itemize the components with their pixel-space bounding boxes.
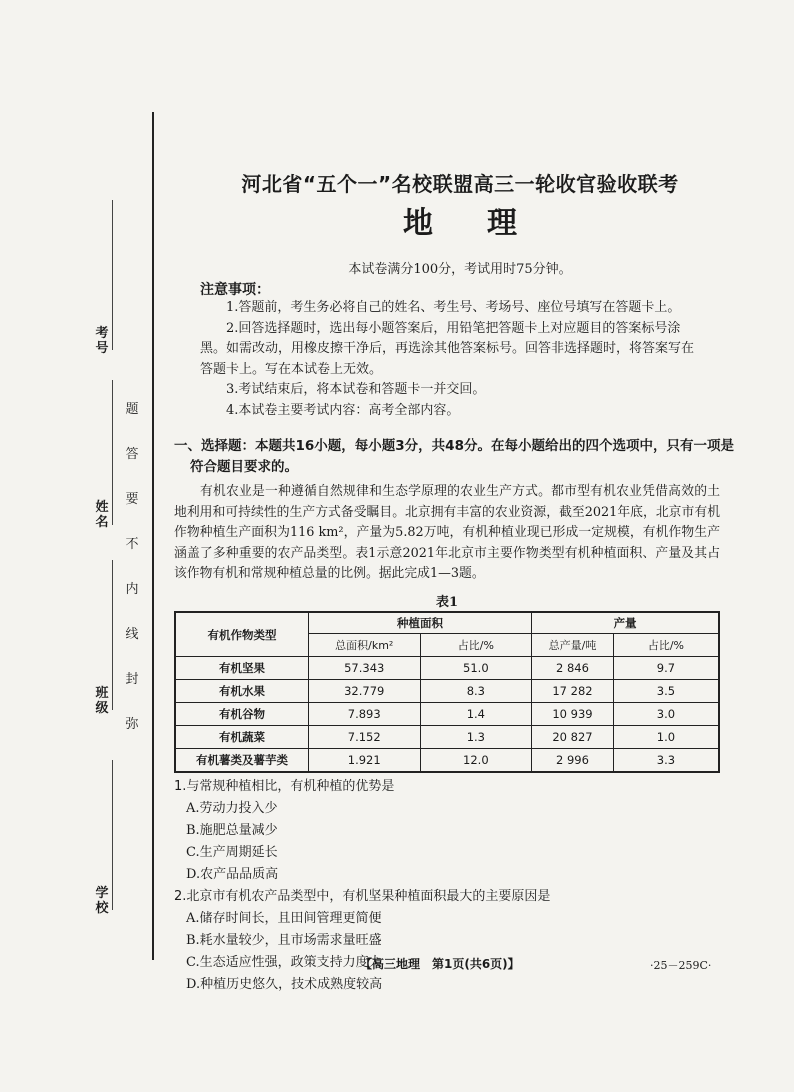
- class-label: 班级: [95, 686, 109, 716]
- header-yield-pct: 占比/%: [613, 634, 719, 657]
- option-d: D.农产品品质高: [186, 867, 279, 882]
- notice-heading: 注意事项：: [200, 282, 270, 298]
- notice-item: 4.本试卷主要考试内容：高考全部内容。: [226, 402, 460, 418]
- header-crop-type: 有机作物类型: [175, 612, 308, 657]
- option-c: C.生产周期延长: [186, 845, 278, 860]
- table-row: 有机坚果 57.343 51.0 2 846 9.7: [175, 657, 719, 680]
- section-heading: 一、选择题：本题共16小题，每小题3分，共48分。在每小题给出的四个选项中，只有一项是符合题目要求的。: [174, 438, 734, 475]
- seal-line-warning: 题 答 要 不 内 线 封 弥: [125, 402, 139, 732]
- table-row: 有机薯类及薯芋类 1.921 12.0 2 996 3.3: [175, 749, 719, 773]
- notice-item: 1.答题前，考生务必将自己的姓名、考生号、考场号、座位号填写在答题卡上。: [226, 300, 681, 315]
- name-line: [112, 380, 113, 525]
- option-d: D.种植历史悠久，技术成熟度较高: [186, 977, 383, 992]
- question-stem: 1.与常规种植相比，有机种植的优势是: [174, 779, 395, 794]
- header-area-total: 总面积/km²: [308, 634, 420, 657]
- option-c: C.生态适应性强，政策支持力度大: [186, 955, 382, 970]
- option-a: A.储存时间长，且田间管理更简便: [186, 911, 382, 926]
- exam-number-line: [112, 200, 113, 350]
- subject-title: 地理: [403, 206, 571, 241]
- notice-item: 3.考试结束后，将本试卷和答题卡一并交回。: [226, 382, 486, 397]
- question-2: [174, 886, 720, 996]
- school-label: 学校: [95, 886, 109, 916]
- page-footer: 【高三地理 第1页(共6页)】: [360, 957, 520, 971]
- score-info: 本试卷满分100分，考试用时75分钟。: [348, 262, 572, 277]
- question-stem: 2.北京市有机农产品类型中，有机坚果种植面积最大的主要原因是: [174, 889, 551, 904]
- exam-number-label: 考号: [95, 326, 109, 356]
- option-a: A.劳动力投入少: [186, 801, 278, 816]
- exam-code: ·25－259C·: [650, 959, 712, 972]
- question-1: [174, 776, 720, 886]
- table-row: 有机蔬菜 7.152 1.3 20 827 1.0: [175, 726, 719, 749]
- header-yield-total: 总产量/吨: [532, 634, 614, 657]
- header-yield-group: 产量: [532, 612, 719, 634]
- school-line: [112, 760, 113, 910]
- table-caption: 表1: [435, 595, 459, 610]
- option-b: B.耗水量较少，且市场需求量旺盛: [186, 933, 382, 948]
- table-row: 有机谷物 7.893 1.4 10 939 3.0: [175, 703, 719, 726]
- class-line: [112, 560, 113, 710]
- binding-line: [152, 112, 154, 960]
- table-row: 有机水果 32.779 8.3 17 282 3.5: [175, 680, 719, 703]
- reading-passage: 有机农业是一种遵循自然规律和生态学原理的农业生产方式。都市型有机农业凭借高效的土地利用和可持续性的生产方式备受瞩目。北京拥有丰富的农业资源，截至2021年底，北京市有机作物种植生产面积为116 km²，产量为5.82万吨，有机种植业现已形成一定规模，有机作物生产涵盖了多种重要的农产品类型。表1示意2021年北京市主要作物类型有机种植面积、产量及其占该作物有机和常规种植总量的比例。据此完成1—3题。: [174, 484, 720, 581]
- exam-title: 河北省“五个一”名校联盟高三一轮收官验收联考: [241, 172, 679, 196]
- option-b: B.施肥总量减少: [186, 823, 278, 838]
- data-table: [174, 611, 720, 773]
- notice-list: [200, 298, 696, 421]
- header-area-group: 种植面积: [308, 612, 531, 634]
- notice-item: 2.回答选择题时，选出每小题答案后，用铅笔把答题卡上对应题目的答案标号涂黑。如需改动，用橡皮擦干净后，再选涂其他答案标号。回答非选择题时，将答案写在答题卡上。写在本试卷上无效。: [200, 320, 695, 377]
- header-area-pct: 占比/%: [420, 634, 532, 657]
- name-label: 姓名: [95, 500, 109, 530]
